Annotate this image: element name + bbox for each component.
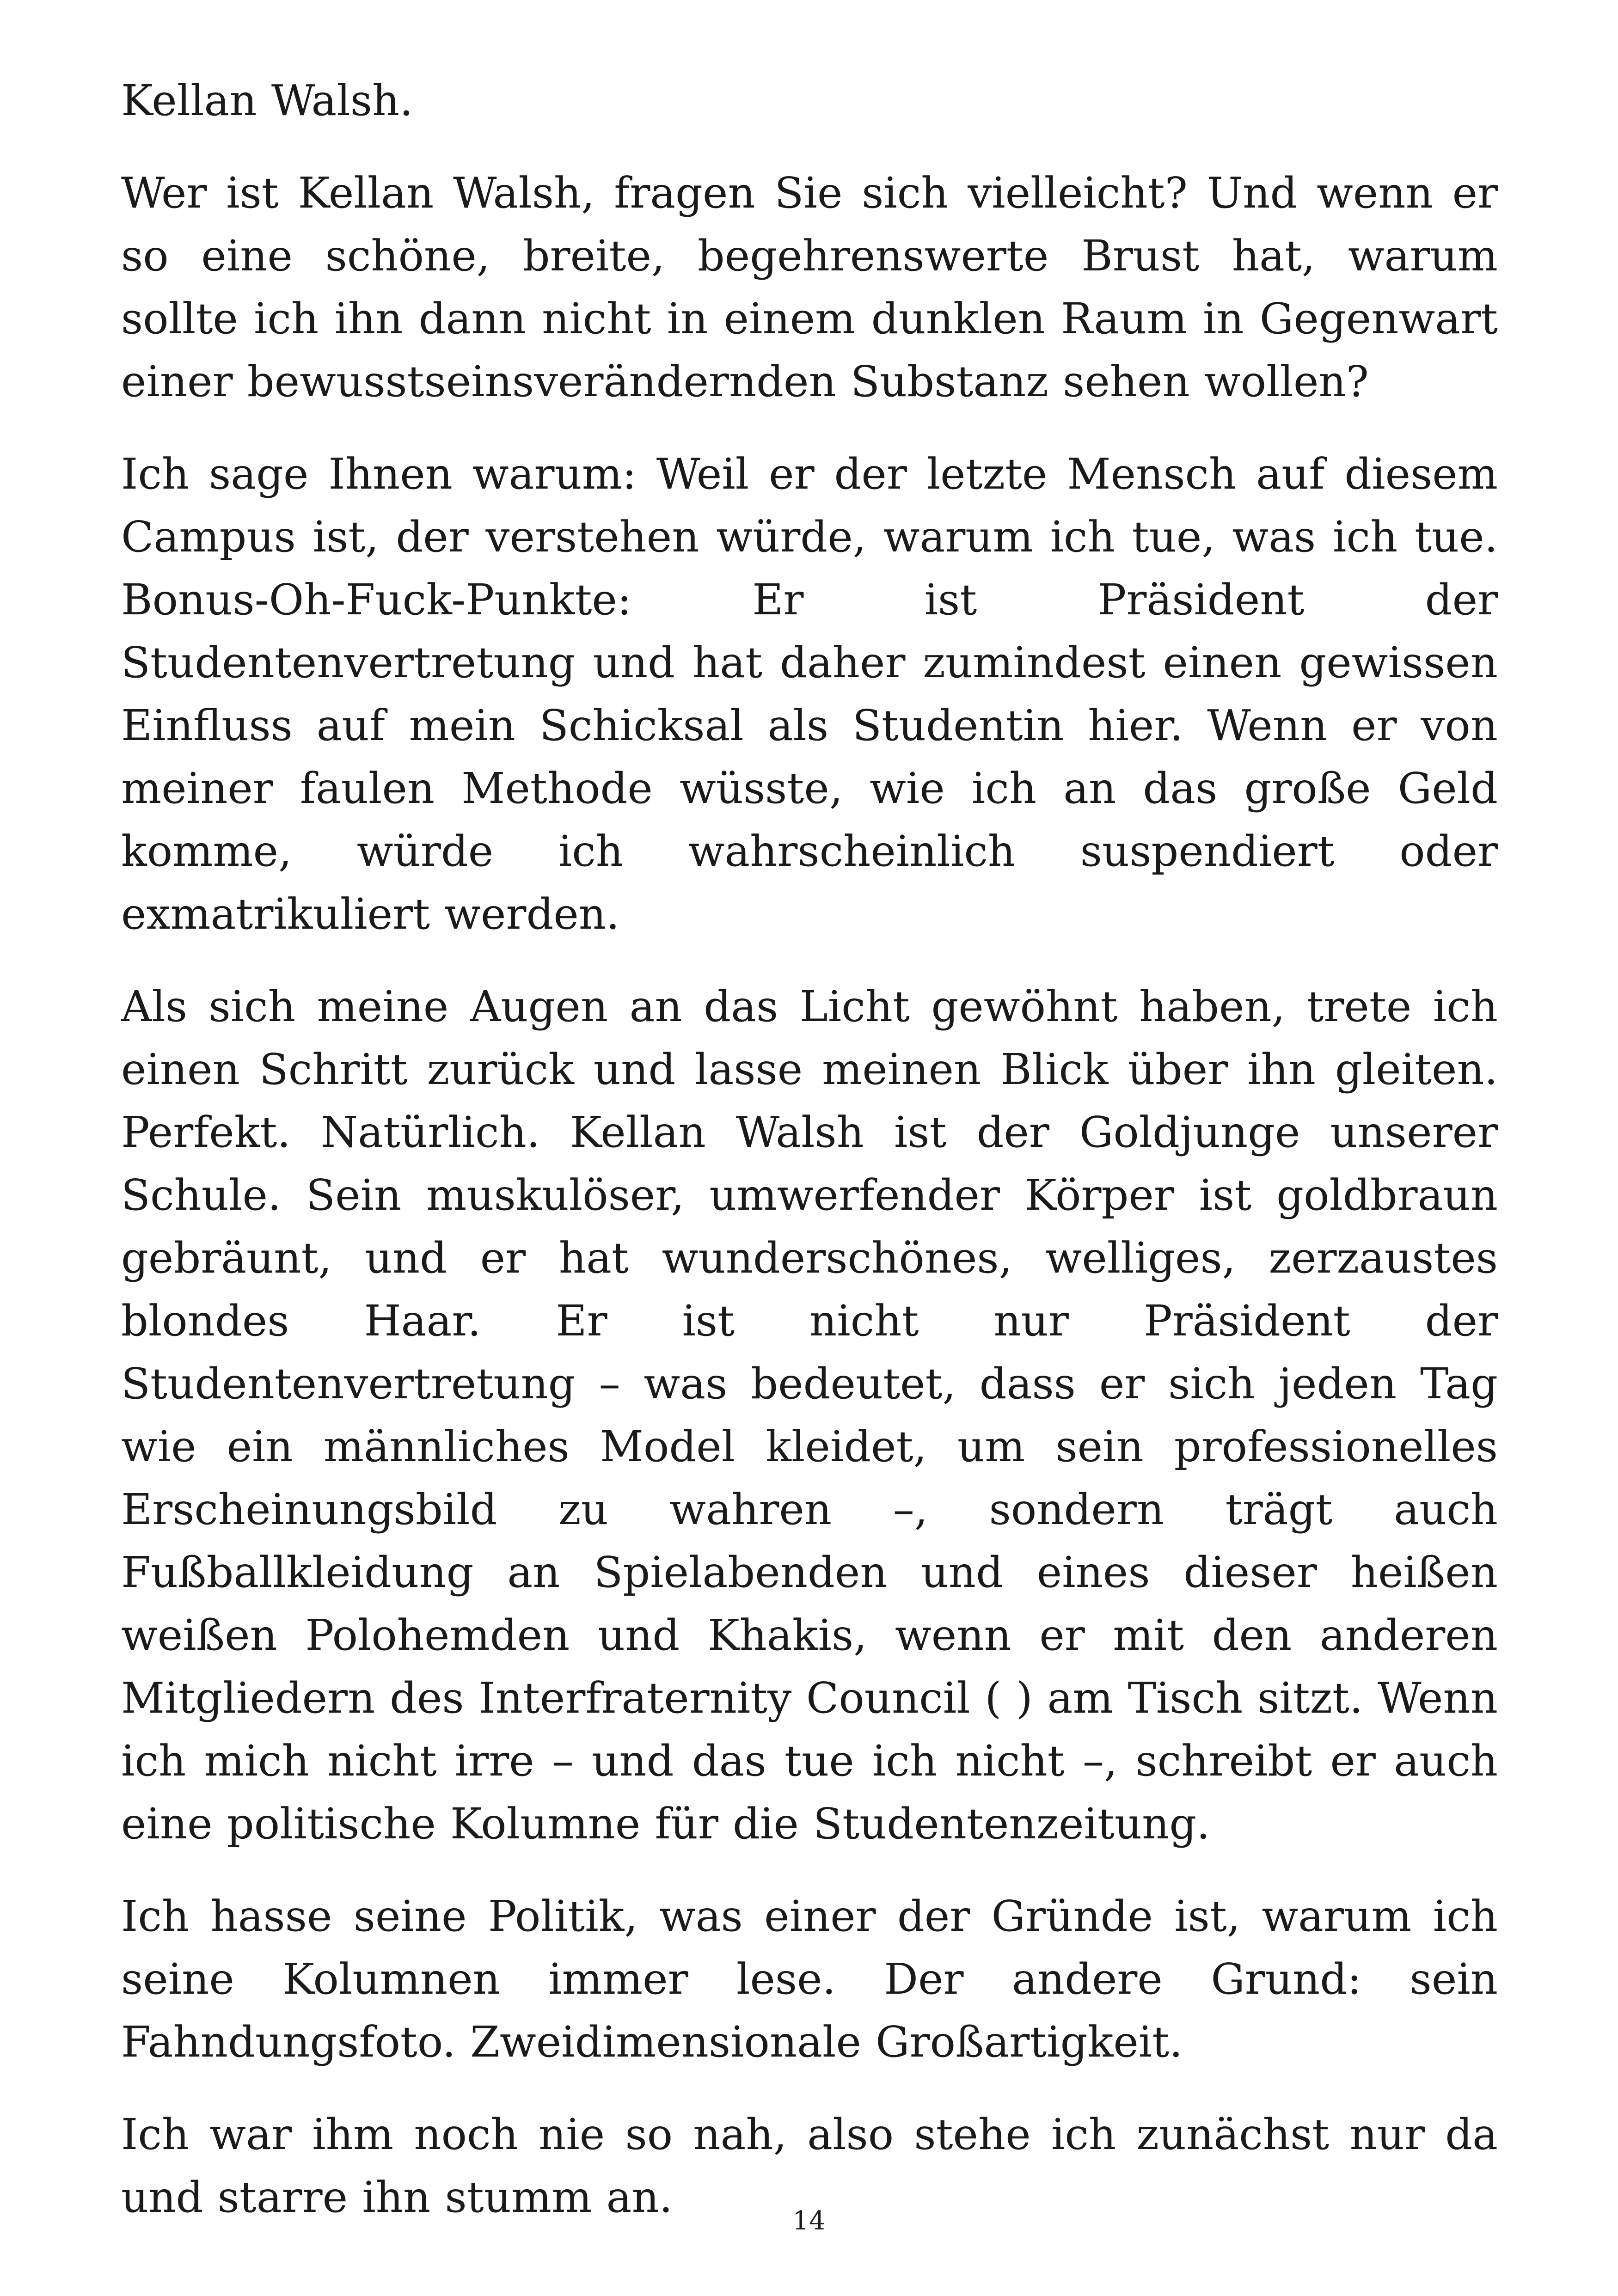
page-number: 14 [792, 2206, 826, 2236]
paragraph-3: Ich sage Ihnen warum: Weil er der letzte Mensch auf diesem Campus ist, der verstehen würde, warum ich tue, was ich tue. Bonus-Oh-Fuck-Punkte: Er ist Präsident der Studentenvertretung und hat daher zumindest einen gewissen Einfluss auf mein Schicksal als Studentin hier. Wenn er von meiner faulen Methode wüsste, wie ich an das große Geld komme, würde ich wahrscheinlich suspendiert oder exmatrikuliert werden. [121, 449, 1498, 939]
paragraph-4: Als sich meine Augen an das Licht gewöhnt haben, trete ich einen Schritt zurück und lasse meinen Blick über ihn gleiten. Perfekt. Natürlich. Kellan Walsh ist der Goldjunge unserer Schule. Sein muskulöser, umwerfender Körper ist goldbraun gebräunt, und er hat wunderschönes, welliges, zerzaustes blondes Haar. Er ist nicht nur Präsident der Studentenvertretung – was bedeutet, dass er sich jeden Tag wie ein männliches Model kleidet, um sein professionelles Erscheinungsbild zu wahren –, sondern trägt auch Fußballkleidung an Spielabenden und eines dieser heißen weißen Polohemden und Khakis, wenn er mit den anderen Mitgliedern des Interfraternity Council ( ) am Tisch sitzt. Wenn ich mich nicht irre – und das tue ich nicht –, schreibt er auch eine politische Kolumne für die Studentenzeitung. [121, 982, 1498, 1849]
paragraph-5: Ich hasse seine Politik, was einer der Gründe ist, warum ich seine Kolumnen immer lese. Der andere Grund: sein Fahndungsfoto. Zweidimensionale Großartigkeit. [121, 1892, 1498, 2067]
paragraph-1: Kellan Walsh. [121, 76, 413, 125]
body-text [121, 69, 1498, 2259]
paragraph-6: Ich war ihm noch nie so nah, also stehe ich zunächst nur da und starre ihn stumm an. [121, 2110, 1498, 2222]
paragraph-2: Wer ist Kellan Walsh, fragen Sie sich vielleicht? Und wenn er so eine schöne, breite, begehrenswerte Brust hat, warum sollte ich ihn dann nicht in einem dunklen Raum in Gegenwart einer bewusstseinsverändernden Substanz sehen wollen? [121, 168, 1498, 406]
